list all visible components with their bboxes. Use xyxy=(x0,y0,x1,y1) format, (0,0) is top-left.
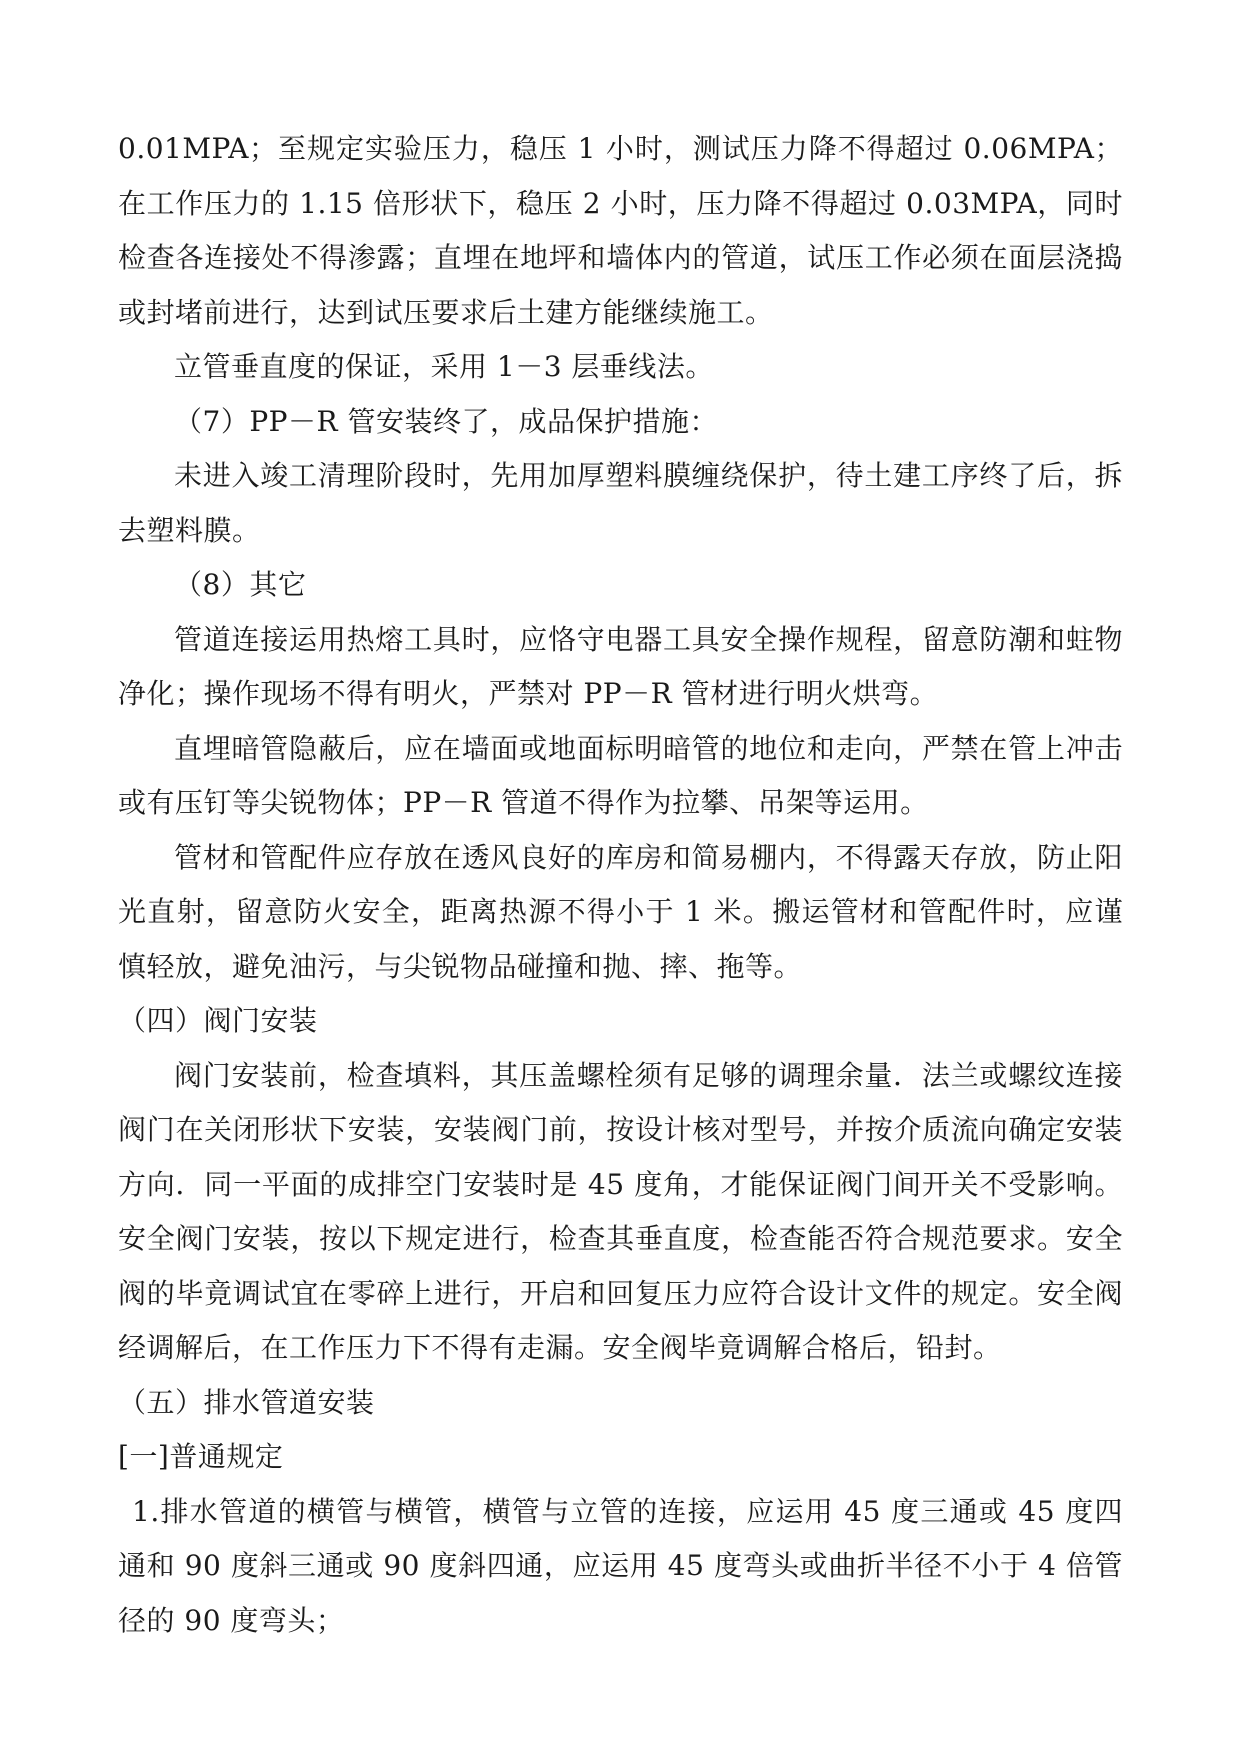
paragraph-ppr-protection: 未进入竣工清理阶段时，先用加厚塑料膜缠绕保护，待土建工序终了后，拆去塑料膜。 xyxy=(118,459,1123,547)
paragraph-valve-installation: 阀门安装前，检查填料，其压盖螺栓须有足够的调理余量．法兰或螺纹连接阀门在关闭形状下安装，安装阀门前，按设计核对型号，并按介质流向确定安装方向．同一平面的成排空门安装时是 45 度角，才能保证阀门间开关不受影响。安全阀门安装，按以下规定进行，检查其垂直度，检查能否符合规范要求。安全阀的毕竟调试宜在零碎上进行，开启和回复压力应符合设计文件的规定。安全阀经调解后，在工作压力下不得有走漏。安全阀毕竟调解合格后，铅封。 xyxy=(118,1058,1123,1364)
heading-drainage-installation: （五）排水管道安装 xyxy=(118,1385,375,1419)
paragraph-drainage-rule-1: 1.排水管道的横管与横管，横管与立管的连接，应运用 45 度三通或 45 度四通和 90 度斜三通或 90 度斜四通，应运用 45 度弯头或曲折半径不小于 4 倍管径的 90 度弯头； xyxy=(118,1494,1123,1637)
paragraph-concealed-pipe: 直埋暗管隐蔽后，应在墙面或地面标明暗管的地位和走向，严禁在管上冲击或有压钉等尖锐物体；PP－R 管道不得作为拉攀、吊架等运用。 xyxy=(118,731,1123,819)
document-body xyxy=(118,122,1123,1648)
heading-valve-installation: （四）阀门安装 xyxy=(118,1004,318,1037)
heading-ppr-protection: （7）PP－R 管安装终了，成品保护措施： xyxy=(174,404,718,438)
heading-other: （8）其它 xyxy=(174,568,307,601)
paragraph-vertical-pipe: 立管垂直度的保证，采用 1－3 层垂线法。 xyxy=(174,350,714,383)
paragraph-storage: 管材和管配件应存放在透风良好的库房和简易棚内，不得露天存放，防止阳光直射，留意防火安全，距离热源不得小于 1 米。搬运管材和管配件时，应谨慎轻放，避免油污，与尖锐物品碰撞和抛、摔、拖等。 xyxy=(118,840,1123,983)
paragraph-pressure-test: 0.01MPA；至规定实验压力，稳压 1 小时，测试压力降不得超过 0.06MPA；在工作压力的 1.15 倍形状下，稳压 2 小时，压力降不得超过 0.03MPA，同时检查各连接处不得渗露；直埋在地坪和墙体内的管道，试压工作必须在面层浇捣或封堵前进行，达到试压要求后土建方能继续施工。 xyxy=(118,132,1123,329)
paragraph-hot-melt: 管道连接运用热熔工具时，应恪守电器工具安全操作规程，留意防潮和蛀物净化；操作现场不得有明火，严禁对 PP－R 管材进行明火烘弯。 xyxy=(118,622,1123,710)
heading-general-rules: [一]普通规定 xyxy=(118,1440,284,1473)
